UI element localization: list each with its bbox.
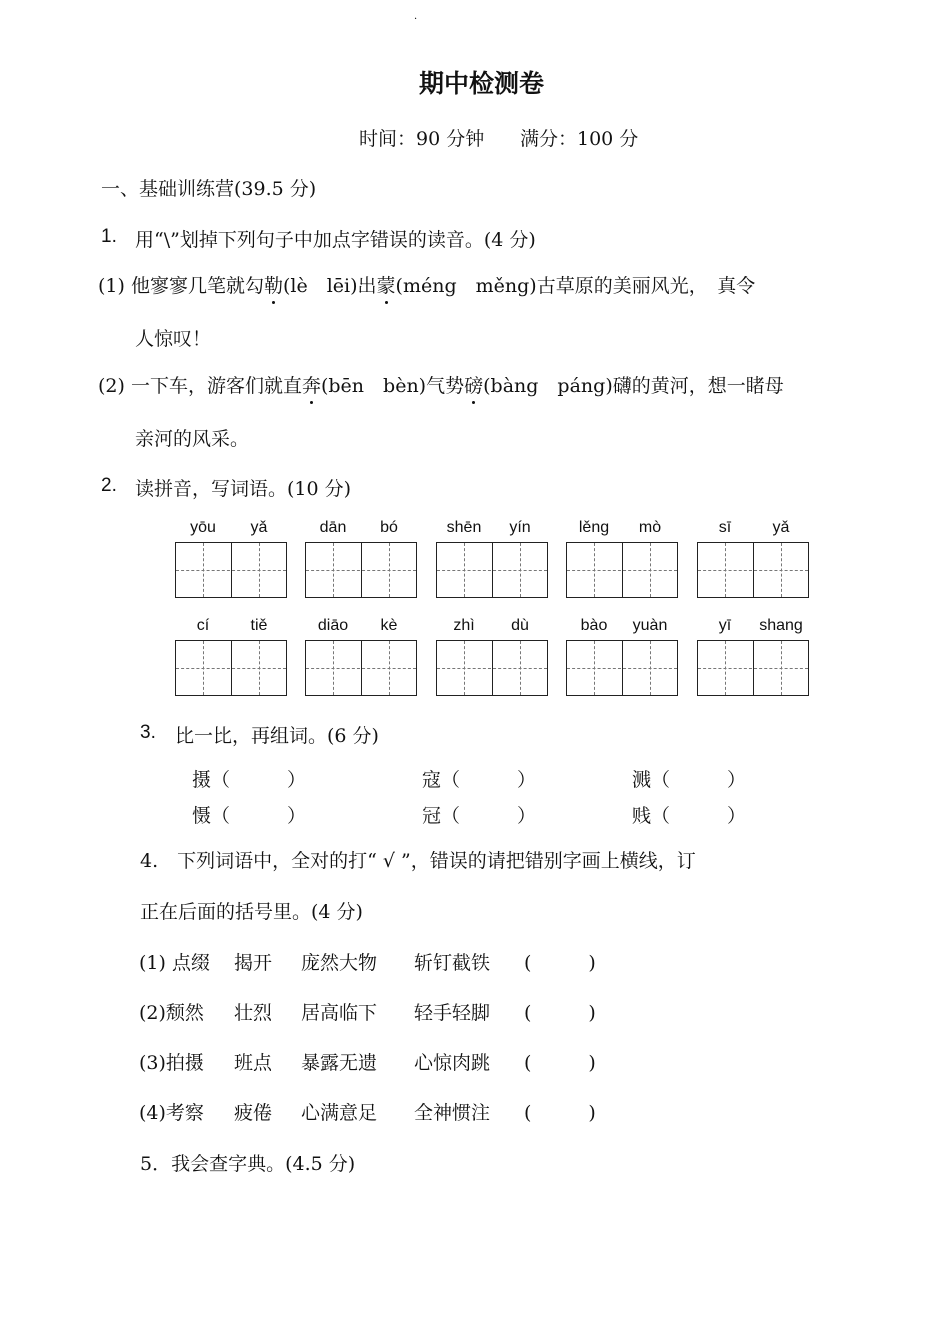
section-heading: 一、基础训练营(39.5 分) xyxy=(101,178,317,200)
q4-word: 暴露无遗 xyxy=(301,1052,378,1074)
q4-word: 庞然大物 xyxy=(301,952,378,974)
pinyin: yuàn xyxy=(632,617,668,634)
q2-stem: 读拼音，写词语。(10 分) xyxy=(135,478,352,500)
pinyin: yǎ xyxy=(772,519,790,536)
q4-word: 心满意足 xyxy=(301,1102,378,1124)
pinyin: yín xyxy=(509,519,531,536)
q4-item-3-label: (3)拍摄 xyxy=(139,1052,204,1074)
q4-answer-bracket[interactable]: ( ) xyxy=(524,1102,596,1124)
q4-answer-bracket[interactable]: ( ) xyxy=(524,1052,596,1074)
q1-s1-part-c: (méng měng)古草原的美丽风光， 真令 xyxy=(395,275,756,297)
q4-item-1-label: (1) 点缀 xyxy=(139,952,210,974)
pinyin: sī xyxy=(718,519,732,536)
writing-box[interactable] xyxy=(305,640,417,696)
writing-box[interactable] xyxy=(566,542,678,598)
q1-s2-continuation: 亲河的风采。 xyxy=(135,428,250,450)
q1-sentence-1 xyxy=(98,271,755,298)
writing-box[interactable] xyxy=(305,542,417,598)
pinyin: yōu xyxy=(190,519,216,536)
top-mark: · xyxy=(414,14,418,25)
q1-s1-part-b: (lè lēi)出 xyxy=(282,275,377,297)
writing-box[interactable] xyxy=(175,542,287,598)
q1-s1-part-a: (1) 他寥寥几笔就勾 xyxy=(98,275,264,297)
q4-word: 揭开 xyxy=(234,952,273,974)
q2-number: 2. xyxy=(101,475,117,496)
writing-box[interactable] xyxy=(697,542,809,598)
pinyin: lěng xyxy=(578,519,610,536)
q4-word: 居高临下 xyxy=(301,1002,378,1024)
q4-word: 斩钉截铁 xyxy=(414,952,491,974)
q4-word: 班点 xyxy=(234,1052,273,1074)
q3-item: 冠（ ） xyxy=(422,805,537,827)
pinyin: tiě xyxy=(250,617,268,634)
pinyin: zhì xyxy=(453,617,475,634)
q3-item: 溅（ ） xyxy=(632,769,747,791)
exam-score: 满分：100 分 xyxy=(520,128,639,150)
q4-answer-bracket[interactable]: ( ) xyxy=(524,952,596,974)
q1-s1-dotted-char-2: 蒙 xyxy=(377,271,396,298)
pinyin: yǎ xyxy=(250,519,268,536)
q5-stem: 5．我会查字典。(4.5 分) xyxy=(140,1153,356,1175)
q1-s2-dotted-char-2: 磅 xyxy=(464,371,483,398)
q1-s2-part-b: (bēn bèn)气势 xyxy=(320,375,465,397)
q3-number: 3. xyxy=(140,722,156,743)
q3-item: 寇（ ） xyxy=(422,769,537,791)
pinyin: yī xyxy=(718,617,732,634)
q1-s2-part-a: (2) 一下车，游客们就直 xyxy=(98,375,302,397)
q3-item: 贱（ ） xyxy=(632,805,747,827)
q1-sentence-2 xyxy=(98,371,784,398)
page-title: 期中检测卷 xyxy=(419,69,545,98)
pinyin: shēn xyxy=(446,519,482,536)
q4-item-2-label: (2)颓然 xyxy=(139,1002,204,1024)
q4-answer-bracket[interactable]: ( ) xyxy=(524,1002,596,1024)
q4-stem-line1: 4. 下列词语中，全对的打“ √ ”，错误的请把错别字画上横线，订 xyxy=(140,850,696,872)
pinyin: bào xyxy=(580,617,608,634)
q1-s2-dotted-char-1: 奔 xyxy=(302,371,321,398)
exam-time: 时间：90 分钟 xyxy=(359,128,485,150)
q1-s2-part-c: (bàng páng)礴的黄河，想一睹母 xyxy=(483,375,784,397)
pinyin: kè xyxy=(380,617,398,634)
q4-item-4-label: (4)考察 xyxy=(139,1102,204,1124)
pinyin: dù xyxy=(511,617,529,634)
pinyin: dān xyxy=(319,519,347,536)
q4-stem-line2: 正在后面的括号里。(4 分) xyxy=(140,901,363,923)
writing-box[interactable] xyxy=(436,640,548,696)
q4-word: 疲倦 xyxy=(234,1102,273,1124)
pinyin: mò xyxy=(638,519,662,536)
writing-box[interactable] xyxy=(697,640,809,696)
q1-s1-dotted-char-1: 勒 xyxy=(264,271,283,298)
writing-box[interactable] xyxy=(175,640,287,696)
q3-item: 摄（ ） xyxy=(192,769,307,791)
q3-item: 慑（ ） xyxy=(192,805,307,827)
pinyin: bó xyxy=(380,519,398,536)
q1-number: 1. xyxy=(101,226,117,247)
writing-box[interactable] xyxy=(566,640,678,696)
pinyin: diāo xyxy=(317,617,349,634)
q4-word: 全神惯注 xyxy=(414,1102,491,1124)
q3-stem: 比一比，再组词。(6 分) xyxy=(175,725,379,747)
q4-word: 壮烈 xyxy=(234,1002,273,1024)
q4-word: 轻手轻脚 xyxy=(414,1002,491,1024)
q1-stem: 用“\”划掉下列句子中加点字错误的读音。(4 分) xyxy=(135,229,536,251)
pinyin: shang xyxy=(759,617,803,634)
q1-s1-continuation: 人惊叹！ xyxy=(135,328,212,350)
q4-word: 心惊肉跳 xyxy=(414,1052,491,1074)
pinyin: cí xyxy=(196,617,210,634)
writing-box[interactable] xyxy=(436,542,548,598)
